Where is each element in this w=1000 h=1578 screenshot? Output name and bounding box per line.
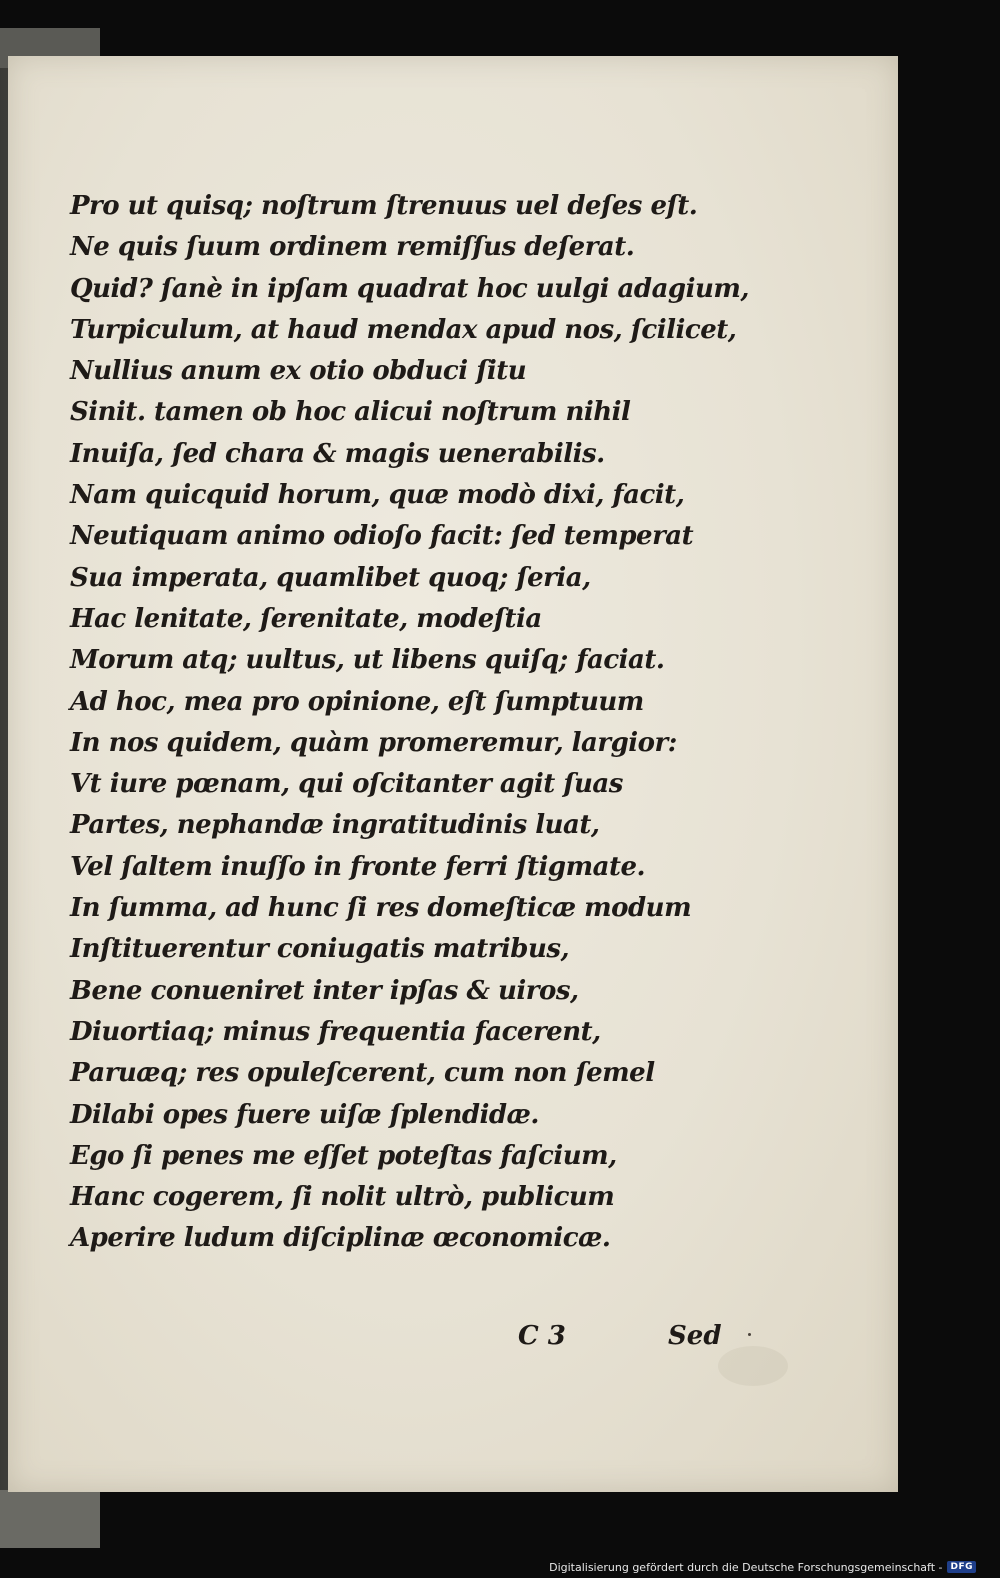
verse-line: Morum atq; uultus, ut libens quiſq; faciat. xyxy=(70,645,665,676)
ink-dot xyxy=(748,1333,751,1336)
book-edge-bottom xyxy=(0,1490,100,1548)
catchword: Sed xyxy=(668,1321,722,1351)
signature-mark: C 3 xyxy=(518,1321,566,1351)
verse-line: In ſumma, ad hunc ſi res domeſticæ modum xyxy=(70,893,692,924)
verse-line: Hanc cogerem, ſi nolit ultrò, publicum xyxy=(70,1182,615,1213)
verse-line: Inſtituerentur coniugatis matribus, xyxy=(70,934,570,965)
verse-line: Partes, nephandæ ingratitudinis luat, xyxy=(70,810,600,841)
verse-line: Vel ſaltem inuſſo in fronte ferri ſtigmate. xyxy=(70,851,646,882)
verse-line: In nos quidem, quàm promeremur, largior: xyxy=(70,727,677,758)
verse-line: Bene conueniret inter ipſas & uiros, xyxy=(70,975,579,1006)
verse-line: Dilabi opes fuere uiſæ ſplendidæ. xyxy=(70,1099,539,1130)
verse-line: Paruæq; res opuleſcerent, cum non ſemel xyxy=(70,1058,655,1089)
verse-line: Aperire ludum diſciplinæ œconomicæ. xyxy=(70,1223,611,1254)
verse-text-block xyxy=(70,186,749,1260)
verse-line: Ad hoc, mea pro opinione, eſt ſumptuum xyxy=(70,686,644,717)
page-foot xyxy=(8,1321,898,1361)
verse-line: Turpiculum, at haud mendax apud nos, ſcilicet, xyxy=(70,314,737,345)
book-page xyxy=(8,56,898,1492)
verse-line: Hac lenitate, ſerenitate, modeſtia xyxy=(70,603,542,634)
verse-line: Inuiſa, ſed chara & magis uenerabilis. xyxy=(70,438,605,469)
dfg-logo-icon: DFG xyxy=(947,1561,976,1573)
digitization-footer xyxy=(549,1558,976,1576)
verse-line: Neutiquam animo odioſo facit: ſed temperat xyxy=(70,521,694,552)
verse-line: Vt iure pœnam, qui oſcitanter agit ſuas xyxy=(70,769,623,800)
verse-line: Sinit. tamen ob hoc alicui noſtrum nihil xyxy=(70,397,631,428)
verse-line: Diuortiaq; minus frequentia facerent, xyxy=(70,1016,601,1047)
funding-notice: Digitalisierung gefördert durch die Deutsche Forschungsgemeinschaft - xyxy=(549,1560,943,1574)
verse-line: Sua imperata, quamlibet quoq; ſeria, xyxy=(70,562,591,593)
verse-line: Nam quicquid horum, quæ modò dixi, facit, xyxy=(70,480,685,511)
verse-line: Nullius anum ex otio obduci ſitu xyxy=(70,356,527,387)
verse-line: Ne quis ſuum ordinem remiſſus deſerat. xyxy=(70,232,635,263)
verse-line: Ego ſi penes me eſſet poteſtas faſcium, xyxy=(70,1140,617,1171)
verse-line: Quid? ſanè in ipſam quadrat hoc uulgi adagium, xyxy=(70,273,749,304)
verse-line: Pro ut quisq; noſtrum ſtrenuus uel deſes eſt. xyxy=(70,191,698,221)
